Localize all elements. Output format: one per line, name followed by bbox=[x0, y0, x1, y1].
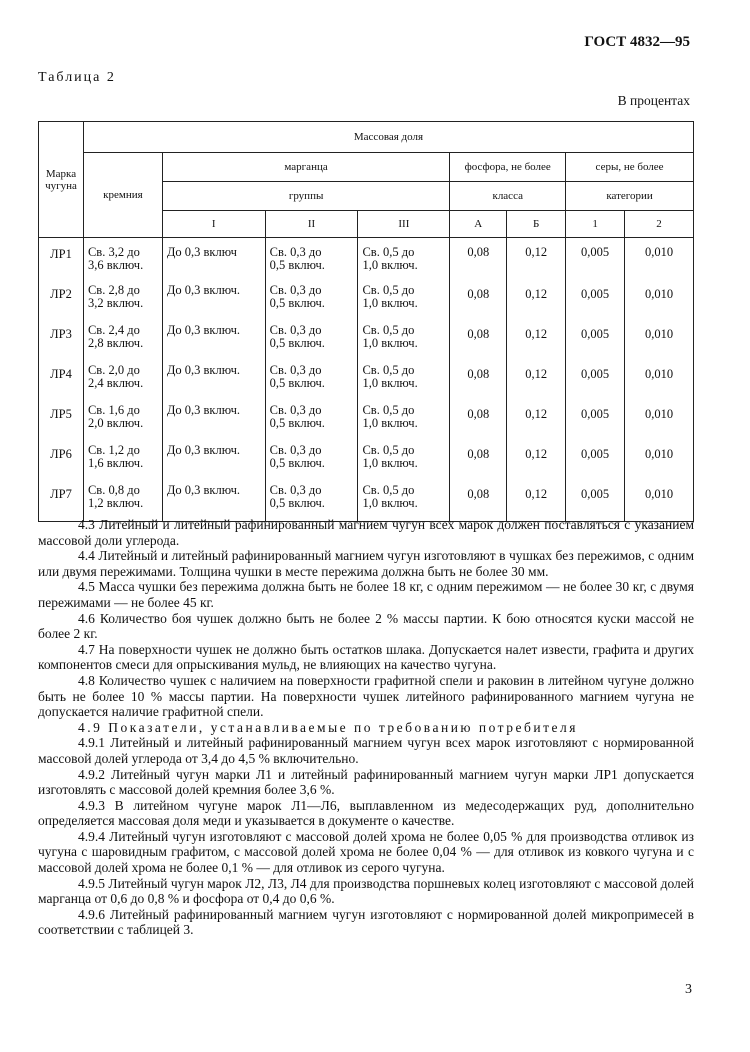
grade-cell: ЛР1 bbox=[39, 238, 84, 285]
header-groups: группы bbox=[162, 182, 449, 211]
header-manganese: марганца bbox=[162, 153, 449, 182]
header-mass-fraction: Массовая доля bbox=[83, 122, 693, 153]
manganese-group-1-cell: До 0,3 включ. bbox=[162, 284, 265, 324]
silicon-cell: Св. 1,6 до 2,0 включ. bbox=[83, 404, 162, 444]
phosphorus-a-cell: 0,08 bbox=[450, 324, 507, 364]
sulfur-2-cell: 0,010 bbox=[625, 444, 694, 484]
header-silicon: кремния bbox=[83, 153, 162, 238]
table-row bbox=[39, 484, 694, 522]
header-category-1: 1 bbox=[566, 211, 625, 238]
sulfur-1-cell: 0,005 bbox=[566, 324, 625, 364]
phosphorus-a-cell: 0,08 bbox=[450, 444, 507, 484]
header-group-3: III bbox=[358, 211, 450, 238]
composition-table bbox=[38, 121, 694, 522]
manganese-group-2-cell: Св. 0,3 до 0,5 включ. bbox=[265, 484, 358, 522]
manganese-group-2-cell: Св. 0,3 до 0,5 включ. bbox=[265, 284, 358, 324]
silicon-cell: Св. 1,2 до 1,6 включ. bbox=[83, 444, 162, 484]
phosphorus-b-cell: 0,12 bbox=[507, 284, 566, 324]
manganese-group-2-cell: Св. 0,3 до 0,5 включ. bbox=[265, 404, 358, 444]
silicon-cell: Св. 2,4 до 2,8 включ. bbox=[83, 324, 162, 364]
header-group-2: II bbox=[265, 211, 358, 238]
sulfur-1-cell: 0,005 bbox=[566, 364, 625, 404]
silicon-cell: Св. 2,0 до 2,4 включ. bbox=[83, 364, 162, 404]
paragraph-4-5: 4.5 Масса чушки без пережима должна быть не более 18 кг, с одним пережимом — не более 30 кг, с двумя пережимами — не более 45 кг. bbox=[38, 579, 694, 610]
table-row bbox=[39, 404, 694, 444]
phosphorus-b-cell: 0,12 bbox=[507, 404, 566, 444]
table-row bbox=[39, 444, 694, 484]
phosphorus-b-cell: 0,12 bbox=[507, 238, 566, 285]
grade-cell: ЛР5 bbox=[39, 404, 84, 444]
sulfur-1-cell: 0,005 bbox=[566, 284, 625, 324]
manganese-group-2-cell: Св. 0,3 до 0,5 включ. bbox=[265, 364, 358, 404]
paragraph-4-9-4: 4.9.4 Литейный чугун изготовляют с массовой долей хрома не более 0,05 % для производства отливок из чугуна с шаровидным графитом, с массовой долей хрома не более 0,04 % — для отливок из ковкого чугуна и с массовой долей хрома не более 0,1 % — для отливок из серого чугуна. bbox=[38, 828, 694, 876]
grade-cell: ЛР6 bbox=[39, 444, 84, 484]
paragraph-4-9-1: 4.9.1 Литейный и литейный рафинированный магнием чугун всех марок изготовляют с нормированной массовой долей углерода от 3,4 до 4,5 % включительно. bbox=[38, 735, 694, 766]
grade-cell: ЛР2 bbox=[39, 284, 84, 324]
manganese-group-1-cell: До 0,3 включ. bbox=[162, 444, 265, 484]
header-sulfur: серы, не более bbox=[566, 153, 694, 182]
paragraph-4-6: 4.6 Количество боя чушек должно быть не более 2 % массы партии. К бою относятся куски массой не более 2 кг. bbox=[38, 610, 694, 642]
manganese-group-1-cell: До 0,3 включ. bbox=[162, 364, 265, 404]
silicon-cell: Св. 2,8 до 3,2 включ. bbox=[83, 284, 162, 324]
header-phosphorus: фосфора, не более bbox=[450, 153, 566, 182]
paragraph-4-9-heading: 4.9 Показатели, устанавливаемые по требованию потребителя bbox=[78, 719, 578, 735]
grade-cell: ЛР7 bbox=[39, 484, 84, 522]
phosphorus-a-cell: 0,08 bbox=[450, 404, 507, 444]
sulfur-1-cell: 0,005 bbox=[566, 238, 625, 285]
sulfur-1-cell: 0,005 bbox=[566, 444, 625, 484]
paragraph-4-8: 4.8 Количество чушек с наличием на поверхности графитной спели и раковин в литейном чугуне должно быть не более 10 % массы партии. На поверхности чушек литейного рафинированного магнием чугуна не допускается наличие графитной спели. bbox=[38, 672, 694, 720]
manganese-group-1-cell: До 0,3 включ. bbox=[162, 404, 265, 444]
table-units: В процентах bbox=[617, 93, 690, 108]
paragraph-4-9-6: 4.9.6 Литейный рафинированный магнием чугун изготовляют с нормированной долей микропримесей в соответствии с таблицей 3. bbox=[38, 906, 694, 938]
header-class-a: А bbox=[450, 211, 507, 238]
phosphorus-a-cell: 0,08 bbox=[450, 484, 507, 522]
phosphorus-b-cell: 0,12 bbox=[507, 364, 566, 404]
manganese-group-2-cell: Св. 0,3 до 0,5 включ. bbox=[265, 238, 358, 285]
manganese-group-3-cell: Св. 0,5 до 1,0 включ. bbox=[358, 484, 450, 522]
phosphorus-b-cell: 0,12 bbox=[507, 484, 566, 522]
silicon-cell: Св. 0,8 до 1,2 включ. bbox=[83, 484, 162, 522]
table-caption: Таблица 2 bbox=[38, 70, 116, 85]
manganese-group-2-cell: Св. 0,3 до 0,5 включ. bbox=[265, 444, 358, 484]
sulfur-2-cell: 0,010 bbox=[625, 364, 694, 404]
manganese-group-2-cell: Св. 0,3 до 0,5 включ. bbox=[265, 324, 358, 364]
table-row bbox=[39, 284, 694, 324]
document-code: ГОСТ 4832—95 bbox=[584, 34, 690, 50]
header-categories: категории bbox=[566, 182, 694, 211]
phosphorus-b-cell: 0,12 bbox=[507, 324, 566, 364]
header-classes: класса bbox=[450, 182, 566, 211]
manganese-group-1-cell: До 0,3 включ bbox=[162, 238, 265, 285]
table-row bbox=[39, 364, 694, 404]
paragraph-4-3: 4.3 Литейный и литейный рафинированный магнием чугун всех марок должен поставляться с указанием массовой доли углерода. bbox=[38, 517, 694, 548]
sulfur-1-cell: 0,005 bbox=[566, 484, 625, 522]
sulfur-2-cell: 0,010 bbox=[625, 404, 694, 444]
manganese-group-1-cell: До 0,3 включ. bbox=[162, 324, 265, 364]
paragraph-4-9-3: 4.9.3 В литейном чугуне марок Л1—Л6, выплавленном из медесодержащих руд, дополнительно определяется массовая доля меди и указывается в документе о качестве. bbox=[38, 797, 694, 829]
sulfur-2-cell: 0,010 bbox=[625, 284, 694, 324]
header-category-2: 2 bbox=[625, 211, 694, 238]
manganese-group-3-cell: Св. 0,5 до 1,0 включ. bbox=[358, 324, 450, 364]
sulfur-2-cell: 0,010 bbox=[625, 324, 694, 364]
phosphorus-b-cell: 0,12 bbox=[507, 444, 566, 484]
manganese-group-3-cell: Св. 0,5 до 1,0 включ. bbox=[358, 444, 450, 484]
body-text bbox=[38, 517, 694, 938]
header-group-1: I bbox=[162, 211, 265, 238]
page-number: 3 bbox=[685, 982, 692, 997]
paragraph-4-7: 4.7 На поверхности чушек не должно быть остатков шлака. Допускается налет извести, графита и других компонентов смеси для опрыскивания мульд, не влияющих на качество чугуна. bbox=[38, 641, 694, 673]
phosphorus-a-cell: 0,08 bbox=[450, 364, 507, 404]
table-row bbox=[39, 238, 694, 285]
grade-cell: ЛР4 bbox=[39, 364, 84, 404]
manganese-group-3-cell: Св. 0,5 до 1,0 включ. bbox=[358, 238, 450, 285]
paragraph-4-4: 4.4 Литейный и литейный рафинированный магнием чугун изготовляют в чушках без пережимов, с одним или двумя пережимами. Толщина чушки в месте пережима должна быть не более 30 мм. bbox=[38, 548, 694, 579]
table-row bbox=[39, 324, 694, 364]
sulfur-1-cell: 0,005 bbox=[566, 404, 625, 444]
manganese-group-3-cell: Св. 0,5 до 1,0 включ. bbox=[358, 404, 450, 444]
paragraph-4-9-5: 4.9.5 Литейный чугун марок Л2, Л3, Л4 для производства поршневых колец изготовляют с массовой долей марганца от 0,6 до 0,8 % и фосфора от 0,4 до 0,6 %. bbox=[38, 875, 694, 907]
paragraph-4-9-2: 4.9.2 Литейный чугун марки Л1 и литейный рафинированный магнием чугун марки ЛР1 допускается изготовлять с массовой долей кремния более 3,6 %. bbox=[38, 766, 694, 798]
sulfur-2-cell: 0,010 bbox=[625, 238, 694, 285]
header-grade: Марка чугуна bbox=[39, 122, 84, 238]
manganese-group-3-cell: Св. 0,5 до 1,0 включ. bbox=[358, 364, 450, 404]
phosphorus-a-cell: 0,08 bbox=[450, 284, 507, 324]
sulfur-2-cell: 0,010 bbox=[625, 484, 694, 522]
phosphorus-a-cell: 0,08 bbox=[450, 238, 507, 285]
manganese-group-3-cell: Св. 0,5 до 1,0 включ. bbox=[358, 284, 450, 324]
manganese-group-1-cell: До 0,3 включ. bbox=[162, 484, 265, 522]
header-class-b: Б bbox=[507, 211, 566, 238]
silicon-cell: Св. 3,2 до 3,6 включ. bbox=[83, 238, 162, 285]
grade-cell: ЛР3 bbox=[39, 324, 84, 364]
